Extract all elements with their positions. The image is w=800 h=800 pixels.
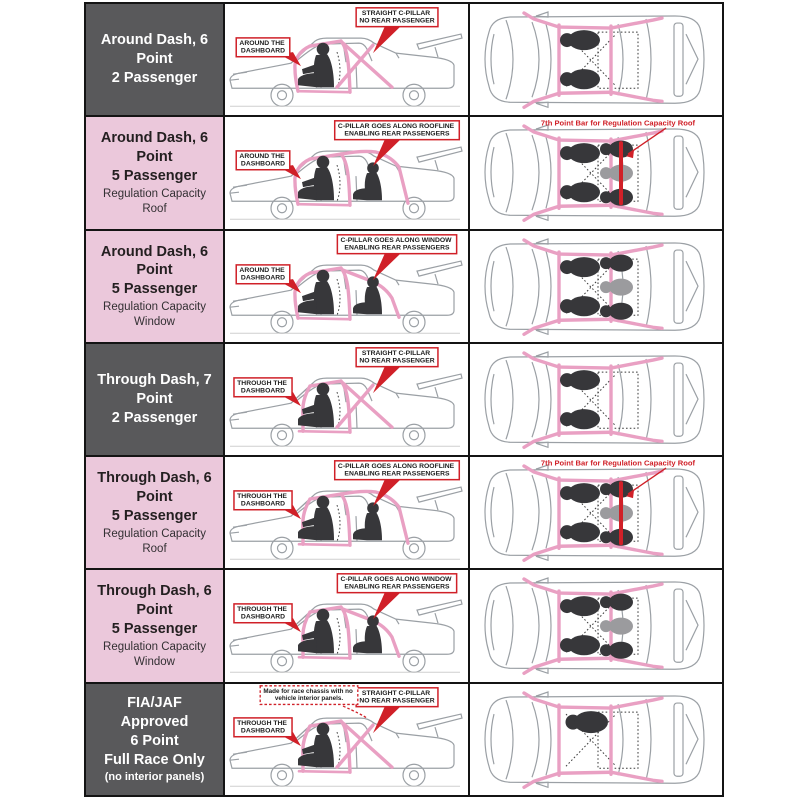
dashboard-callout xyxy=(234,491,301,519)
row-label-cell xyxy=(86,684,223,795)
svg-text:AROUND THE DASHBOARD: AROUND THE DASHBOARD xyxy=(239,153,286,168)
front-passenger-figures xyxy=(560,30,600,89)
roll-cage-top xyxy=(524,466,662,560)
row-label-cell xyxy=(86,4,223,115)
row-subtitle: Regulation Capacity Roof xyxy=(103,527,206,555)
car-top-view-diagram xyxy=(470,117,722,228)
roll-cage-top xyxy=(524,580,662,674)
row-title-line: Through Dash, 6 Point xyxy=(97,470,212,505)
car-top-view-diagram xyxy=(470,457,722,568)
row-title-line: Around Dash, 6 Point xyxy=(100,130,209,166)
row-label-cell xyxy=(86,117,223,228)
front-passenger-figures xyxy=(560,257,600,316)
row-title xyxy=(92,31,217,88)
rear-passenger-figures xyxy=(600,594,633,659)
row-subtitle: Regulation Capacity Roof xyxy=(103,187,206,215)
car-side-view-diagram xyxy=(225,231,468,342)
row-label-cell xyxy=(86,344,223,455)
row-subtitle: Regulation Capacity Window xyxy=(103,301,206,328)
row-label-cell xyxy=(86,457,223,568)
c-pillar-callout xyxy=(356,8,438,53)
dashboard-callout xyxy=(236,38,301,66)
dashboard-callout xyxy=(236,264,301,292)
roll-cage-top xyxy=(524,353,662,447)
seventh-point-bar-label: 7th Point Bar for Regulation Capacity Roof xyxy=(540,458,696,468)
svg-text:AROUND THE DASHBOARD: AROUND THE DASHBOARD xyxy=(239,266,286,282)
rear-passenger-figure xyxy=(353,163,382,201)
rear-passenger-figure xyxy=(353,276,382,314)
svg-text:Made for race chassis with no: Made for race chassis with no vehicle interior panels. xyxy=(263,687,353,703)
row-title-line: Through Dash, 6 Point xyxy=(97,583,212,619)
rear-passenger-figures xyxy=(600,254,633,319)
svg-text:C-PILLAR GOES ALONG ROOFLINE: C-PILLAR GOES ALONG ROOFLINE ENABLING REAR PASSENGERS xyxy=(337,123,455,138)
row-title-line: 2 Passenger xyxy=(111,409,198,426)
side-view-cell xyxy=(225,117,468,228)
car-top-view-diagram xyxy=(470,231,722,342)
roll-cage-configuration-chart xyxy=(84,2,724,797)
front-passenger-figures xyxy=(560,483,600,542)
side-view-cell xyxy=(225,684,468,795)
row-title xyxy=(92,129,217,186)
top-view-cell xyxy=(470,344,722,455)
rear-passenger-figure xyxy=(353,616,382,654)
c-pillar-callout xyxy=(335,461,460,506)
roll-cage-top xyxy=(524,693,662,787)
dashboard-callout xyxy=(234,378,301,406)
row-title-line: 5 Passenger xyxy=(111,621,198,638)
side-view-cell xyxy=(225,457,468,568)
car-top-view-diagram xyxy=(470,4,722,115)
top-view-cell xyxy=(470,684,722,795)
row-label-cell xyxy=(86,231,223,342)
row-title-line: 2 Passenger xyxy=(111,70,198,87)
row-title-line: 5 Passenger xyxy=(111,167,198,184)
side-view-cell xyxy=(225,570,468,681)
car-side-view-diagram xyxy=(225,4,468,115)
car-side-view-diagram xyxy=(225,117,468,228)
svg-text:C-PILLAR GOES ALONG WINDOW: C-PILLAR GOES ALONG WINDOW ENABLING REAR PASSENGERS xyxy=(340,236,452,252)
row-title-line: 6 Point xyxy=(130,732,179,749)
rear-passenger-figure xyxy=(353,503,382,541)
row-title-line: Through Dash, 7 Point xyxy=(97,372,212,408)
svg-text:STRAIGHT C-PILLAR NO REA: STRAIGHT C-PILLAR NO REAR PASSENGER xyxy=(359,689,435,705)
side-view-cell xyxy=(225,344,468,455)
race-chassis-note xyxy=(260,686,367,718)
svg-text:THROUGH THE DASHBOARD: THROUGH THE DASHBOARD xyxy=(237,719,287,735)
roll-cage-top xyxy=(524,240,662,334)
dashboard-callout xyxy=(234,718,301,746)
row-title-line: FIA/JAF Approved xyxy=(120,695,189,730)
side-view-cell xyxy=(225,231,468,342)
front-passenger-figures xyxy=(560,370,600,429)
car-top-view-diagram xyxy=(470,344,722,455)
row-label-cell xyxy=(86,570,223,681)
svg-text:C-PILLAR GOES ALONG ROOFLINE: C-PILLAR GOES ALONG ROOFLINE ENABLING REAR PASSENGERS xyxy=(337,463,455,478)
svg-text:C-PILLAR GOES ALONG WINDOW: C-PILLAR GOES ALONG WINDOW ENABLING REAR PASSENGERS xyxy=(340,576,452,591)
row-title-line: Around Dash, 6 Point xyxy=(100,32,209,68)
car-side-view-diagram xyxy=(225,684,468,795)
svg-text:AROUND THE DASHBOARD: AROUND THE DASHBOARD xyxy=(239,40,286,55)
svg-text:STRAIGHT C-PILLAR NO REA: STRAIGHT C-PILLAR NO REAR PASSENGER xyxy=(359,349,435,365)
dashboard-callout xyxy=(234,604,301,632)
row-title xyxy=(92,371,217,428)
svg-text:THROUGH THE DASHBOARD: THROUGH THE DASHBOARD xyxy=(237,606,287,622)
row-title xyxy=(92,243,217,300)
top-view-cell xyxy=(470,4,722,115)
svg-text:THROUGH THE DASHBOARD: THROUGH THE DASHBOARD xyxy=(237,379,287,395)
top-view-cell xyxy=(470,457,722,568)
row-title-line: 5 Passenger xyxy=(111,507,198,524)
c-pillar-callout xyxy=(356,688,438,733)
seventh-point-bar-label: 7th Point Bar for Regulation Capacity Roof xyxy=(540,118,696,128)
top-view-cell xyxy=(470,117,722,228)
car-top-view-diagram xyxy=(470,570,722,681)
rear-passenger-figures xyxy=(600,481,633,546)
car-side-view-diagram xyxy=(225,344,468,455)
front-passenger-figures xyxy=(560,143,600,202)
row-title-line: Around Dash, 6 Point xyxy=(100,243,209,279)
svg-text:THROUGH THE DASHBOARD: THROUGH THE DASHBOARD xyxy=(237,493,287,508)
c-pillar-callout xyxy=(356,348,438,393)
row-title xyxy=(92,582,217,639)
row-subtitle: (no interior panels) xyxy=(104,771,205,784)
c-pillar-callout xyxy=(335,121,460,166)
row-title-line: 5 Passenger xyxy=(111,281,198,298)
svg-text:STRAIGHT C-PILLAR NO REA: STRAIGHT C-PILLAR NO REAR PASSENGER xyxy=(359,10,435,25)
row-subtitle: Regulation Capacity Window xyxy=(103,640,206,668)
car-side-view-diagram xyxy=(225,570,468,681)
car-top-view-diagram xyxy=(470,684,722,795)
front-passenger-figures xyxy=(560,597,600,656)
roll-cage-top xyxy=(524,13,662,107)
top-view-cell xyxy=(470,231,722,342)
dashboard-callout xyxy=(236,151,301,179)
top-view-cell xyxy=(470,570,722,681)
rear-passenger-figures xyxy=(600,141,633,206)
driver-only-figure xyxy=(566,711,609,733)
car-side-view-diagram xyxy=(225,457,468,568)
row-title xyxy=(92,694,217,769)
row-title-line: Full Race Only xyxy=(104,751,205,768)
side-view-cell xyxy=(225,4,468,115)
row-title xyxy=(92,469,217,526)
roll-cage-top xyxy=(524,126,662,220)
